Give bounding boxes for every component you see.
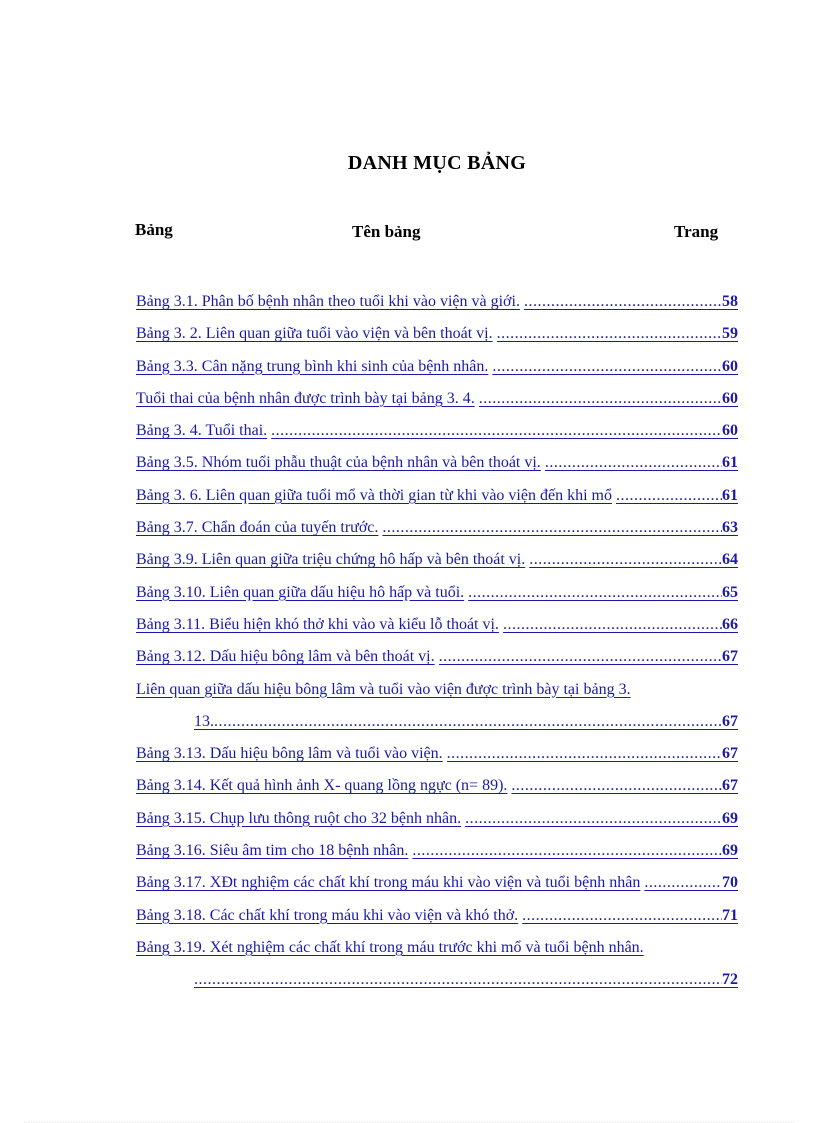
toc-entry-label: Bảng 3.13. Dấu hiệu bông lâm và tuổi vào viện. [136, 745, 443, 763]
toc-entry-label: Bảng 3.15. Chụp lưu thông ruột cho 32 bệnh nhân. [136, 809, 462, 827]
toc-entry-link[interactable] [136, 544, 738, 576]
toc-entry-label: Bảng 3.5. Nhóm tuổi phẫu thuật của bệnh nhân và bên thoát vị. [136, 454, 541, 472]
toc-dot-leader [439, 641, 722, 673]
toc-entry-link[interactable] [136, 447, 738, 479]
toc-entry-page-number: 65 [722, 583, 738, 601]
toc-entry-link[interactable] [136, 318, 738, 350]
toc-dot-leader [644, 867, 722, 899]
toc-entry-link[interactable] [136, 286, 738, 318]
toc-entry-link[interactable] [136, 351, 738, 383]
toc-entry-label: Bảng 3.7. Chẩn đoán của tuyến trước. [136, 519, 379, 537]
toc-entry-label: Bảng 3. 2. Liên quan giữa tuổi vào viện và bên thoát vị. [136, 325, 493, 343]
toc-dot-leader [616, 480, 722, 512]
toc-entry-link[interactable] [136, 415, 738, 447]
toc-entry-page-number: 63 [722, 519, 738, 537]
toc-entry-link[interactable] [136, 900, 738, 932]
toc-entry-link[interactable] [136, 641, 738, 673]
toc-entry-label: Bảng 3.12. Dấu hiệu bông lâm và bên thoát vị. [136, 648, 435, 666]
toc-entry-link[interactable] [136, 383, 738, 415]
toc-entry-label: Liên quan giữa dấu hiệu bông lâm và tuổi vào viện được trình bày tại bảng 3. [136, 680, 631, 698]
toc-entry-page-number: 67 [722, 648, 738, 666]
toc-dot-leader [465, 803, 722, 835]
toc-dot-leader [503, 609, 722, 641]
toc-dot-leader [479, 383, 722, 415]
toc-dot-leader [214, 706, 722, 738]
toc-dot-leader [382, 512, 722, 544]
toc-entry-label: Bảng 3.17. XĐt nghiệm các chất khí trong máu khi vào viện và tuổi bệnh nhân [136, 874, 641, 892]
toc-entry-label: Bảng 3. 4. Tuổi thai. [136, 422, 268, 440]
toc-entry-label-continued: 13. [194, 712, 214, 730]
toc-dot-leader [529, 544, 722, 576]
toc-entry-label: Bảng 3.10. Liên quan giữa dấu hiệu hô hấp và tuổi. [136, 583, 465, 601]
toc-entry-label: Bảng 3. 6. Liên quan giữa tuổi mổ và thời gian từ khi vào viện đến khi mổ [136, 486, 612, 504]
toc-dot-leader [271, 415, 722, 447]
table-of-contents-list [136, 286, 738, 997]
toc-dot-leader [511, 770, 722, 802]
toc-entry-page-number: 60 [722, 357, 738, 375]
toc-entry-page-number: 60 [722, 389, 738, 407]
toc-entry-label: Bảng 3.16. Siêu âm tim cho 18 bệnh nhân. [136, 842, 409, 860]
toc-entry-page-number: 66 [722, 615, 738, 633]
toc-entry-link[interactable] [136, 835, 738, 867]
toc-entry-page-number: 69 [722, 809, 738, 827]
toc-entry-link[interactable] [136, 932, 738, 997]
toc-entry-link[interactable] [136, 803, 738, 835]
toc-entry-link[interactable] [136, 512, 738, 544]
toc-dot-leader [524, 286, 722, 318]
toc-entry-page-number: 59 [722, 325, 738, 343]
column-header-trang: Trang [674, 222, 719, 241]
toc-entry-page-number: 70 [722, 874, 738, 892]
toc-entry-link[interactable] [136, 480, 738, 512]
toc-entry-page-number: 71 [722, 906, 738, 924]
toc-entry-link[interactable] [136, 577, 738, 609]
toc-entry-link[interactable] [136, 738, 738, 770]
toc-dot-leader [447, 738, 722, 770]
toc-entry-page-number: 58 [722, 293, 738, 310]
toc-entry-page-number: 67 [722, 745, 738, 763]
toc-entry-page-number: 61 [722, 486, 738, 504]
toc-dot-leader [497, 318, 722, 350]
toc-dot-leader [194, 964, 722, 996]
toc-entry-label: Bảng 3.3. Cân nặng trung bình khi sinh của bệnh nhân. [136, 357, 489, 375]
toc-dot-leader [545, 447, 722, 479]
toc-entry-page-number: 67 [722, 712, 738, 730]
toc-entry-label: Bảng 3.14. Kết quả hình ảnh X- quang lồng ngực (n= 89). [136, 777, 508, 795]
toc-entry-link[interactable] [136, 867, 738, 899]
page-title: DANH MỤC BẢNG [347, 152, 527, 174]
toc-entry-page-number: 72 [722, 971, 738, 989]
toc-entry-link[interactable] [136, 770, 738, 802]
toc-entry-label: Tuổi thai của bệnh nhân được trình bày tại bảng 3. 4. [136, 389, 475, 407]
toc-entry-link[interactable] [136, 609, 738, 641]
toc-entry-label: Bảng 3.1. Phân bố bệnh nhân theo tuổi khi vào viện và giới. [136, 293, 520, 310]
toc-entry-label: Bảng 3.9. Liên quan giữa triệu chứng hô hấp và bên thoát vị. [136, 551, 526, 569]
toc-entry-page-number: 69 [722, 842, 738, 860]
toc-dot-leader [522, 900, 722, 932]
toc-entry-label: Bảng 3.11. Biểu hiện khó thở khi vào và kiểu lỗ thoát vị. [136, 615, 499, 633]
column-header-bang: Bảng [135, 220, 173, 239]
toc-dot-leader [412, 835, 722, 867]
column-header-ten-bang: Tên bảng [352, 222, 421, 241]
toc-entry-link[interactable] [136, 674, 738, 739]
toc-entry-label: Bảng 3.19. Xét nghiệm các chất khí trong máu trước khi mổ và tuổi bệnh nhân. [136, 938, 644, 956]
toc-entry-page-number: 60 [722, 422, 738, 440]
toc-entry-label: Bảng 3.18. Các chất khí trong máu khi vào viện và khó thở. [136, 906, 519, 924]
toc-entry-page-number: 67 [722, 777, 738, 795]
toc-dot-leader [492, 351, 722, 383]
toc-entry-page-number: 64 [722, 551, 738, 569]
toc-entry-page-number: 61 [722, 454, 738, 472]
toc-dot-leader [468, 577, 722, 609]
